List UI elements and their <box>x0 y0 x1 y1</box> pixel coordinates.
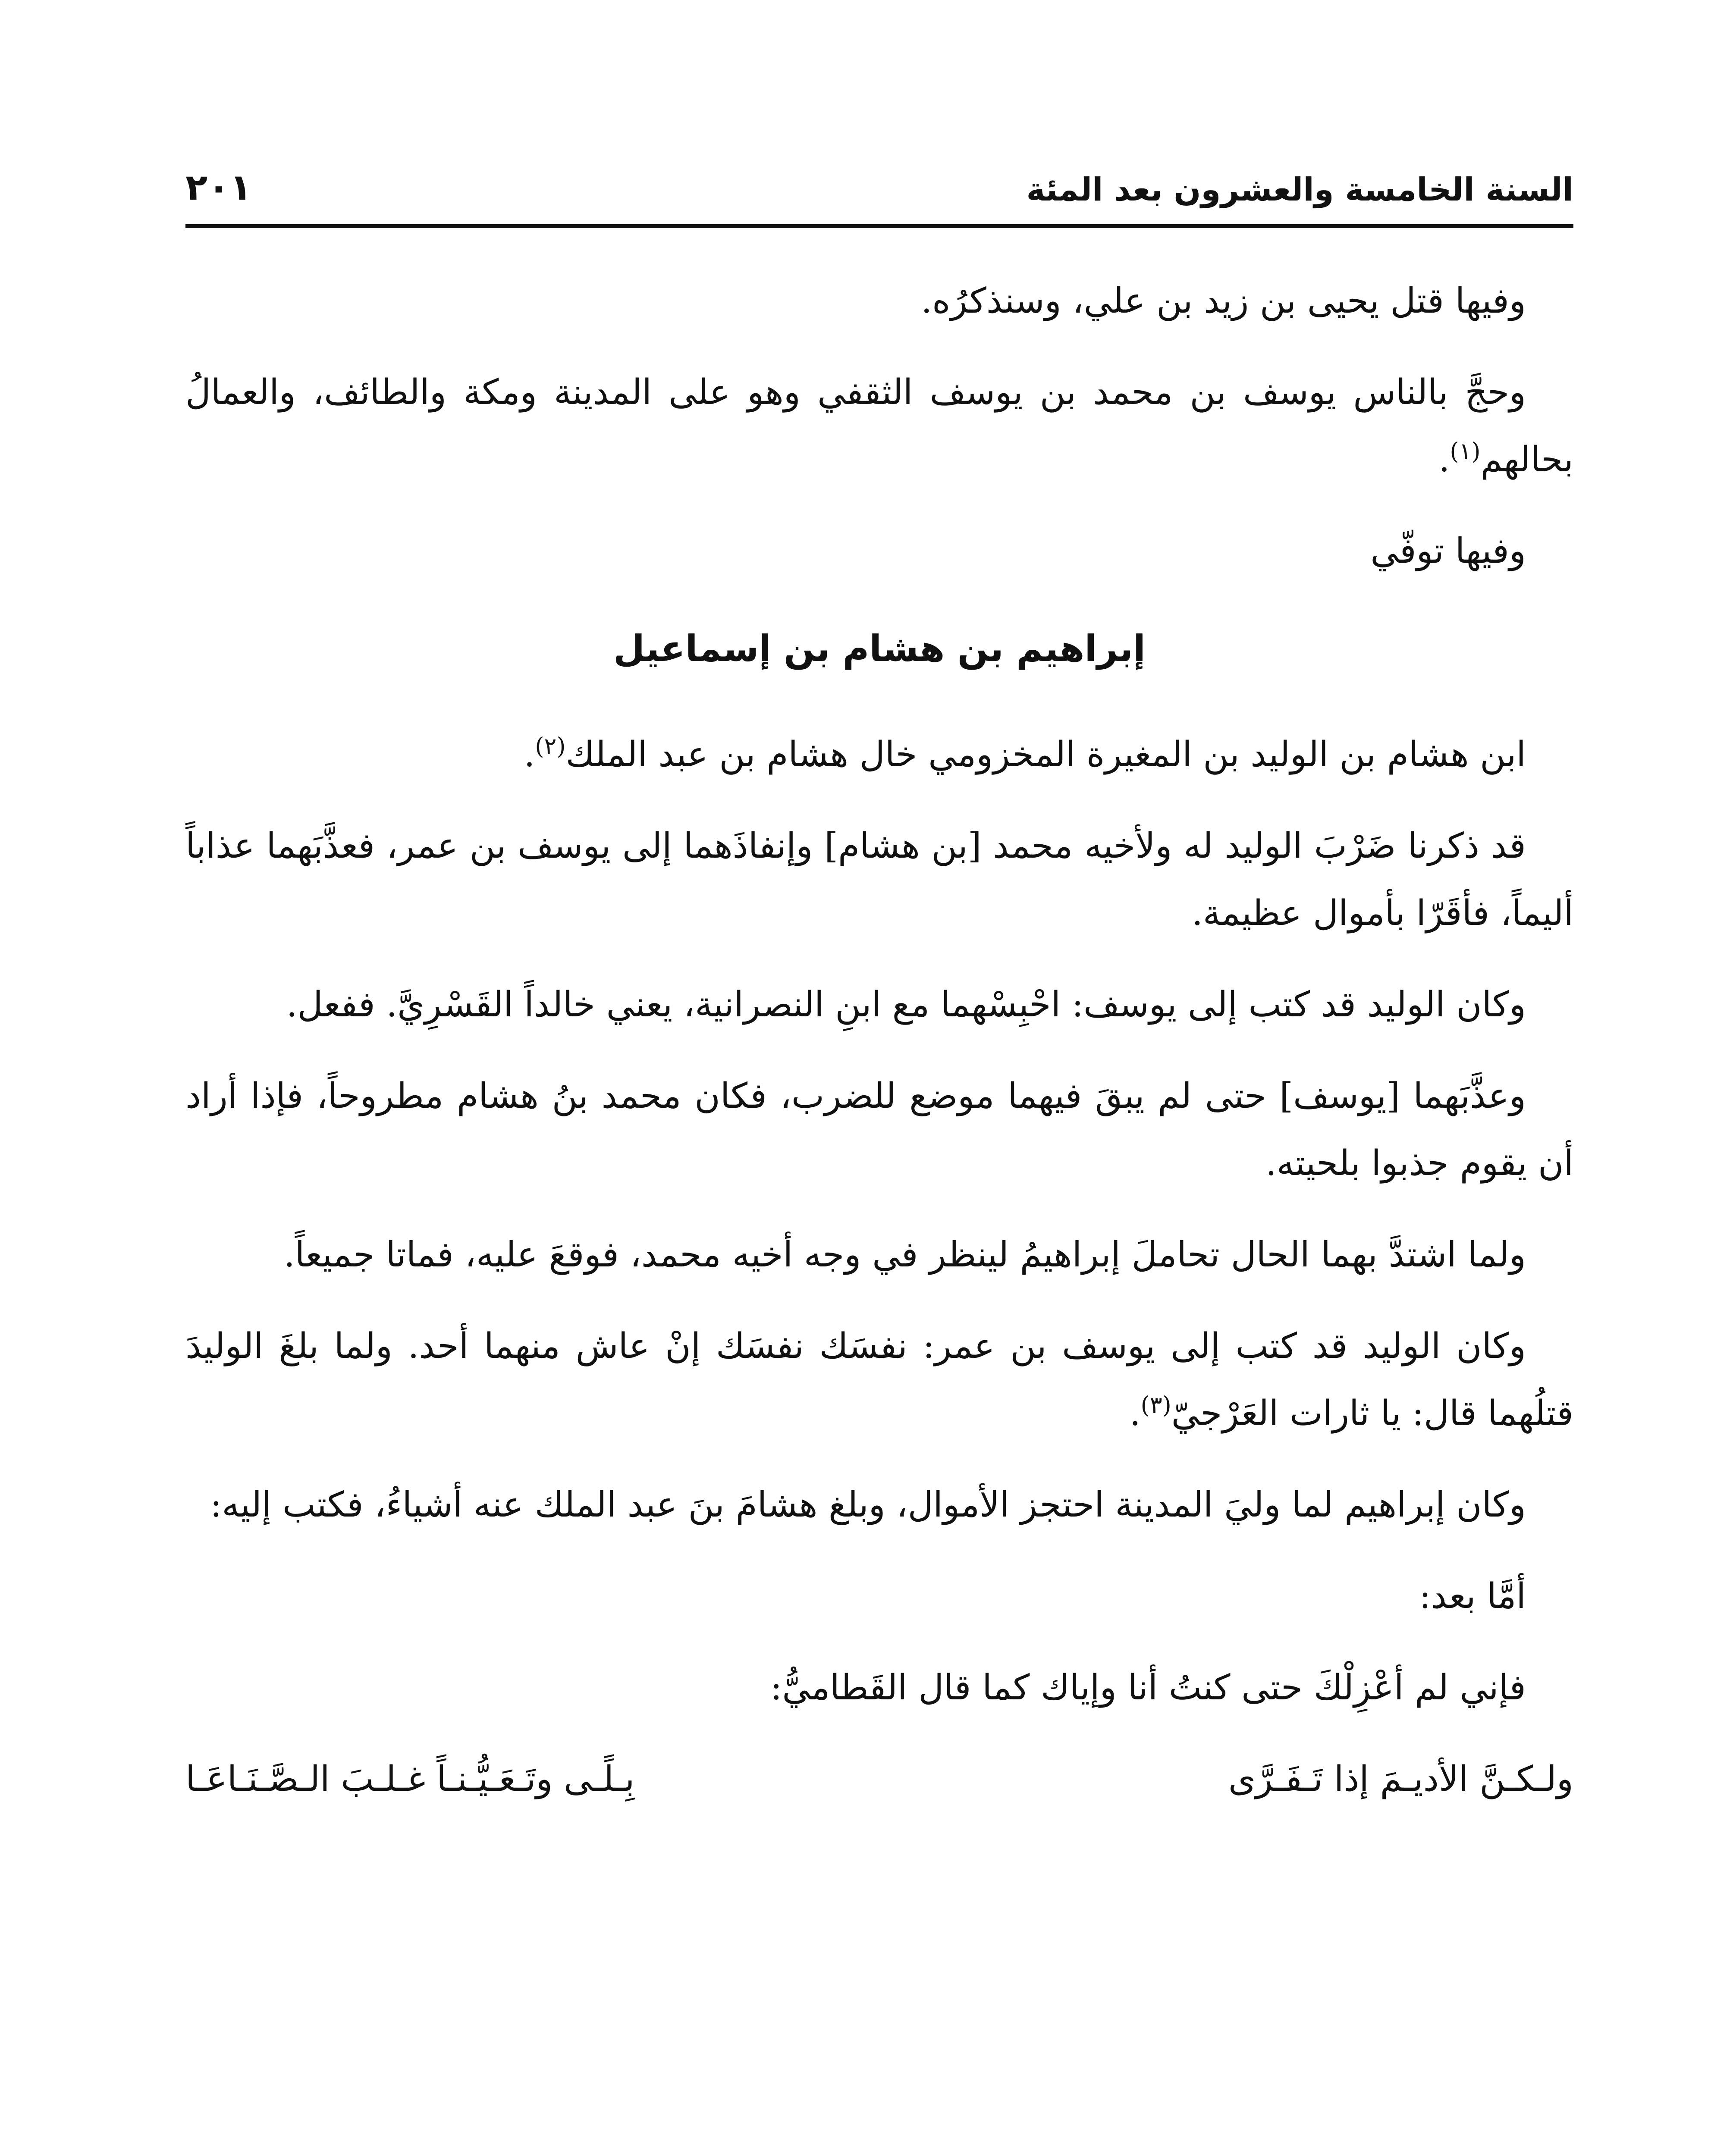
paragraph <box>185 971 1573 1038</box>
footnote-ref: (٣) <box>1140 1391 1171 1419</box>
paragraph <box>185 1313 1573 1447</box>
paragraph <box>185 1062 1573 1197</box>
paragraph-end: . <box>1438 439 1450 480</box>
paragraph <box>185 812 1573 947</box>
paragraph <box>185 721 1573 788</box>
footnote-ref: (١) <box>1450 438 1481 465</box>
poetry-verse <box>185 1745 1573 1813</box>
paragraph-text: وكان إبراهيم لما وليَ المدينة احتجز الأموال، وبلغ هشامَ بنَ عبد الملك عنه أشياءُ، فكتب إليه: <box>210 1485 1526 1525</box>
paragraph-end: . <box>1129 1393 1141 1434</box>
verse-second-hemistich: بِـلًـى وتَـعَـيُّـنـاً غـلـبَ الـصَّـنَـاعَـا <box>185 1759 635 1799</box>
paragraph <box>185 1654 1573 1721</box>
paragraph-text: وحجَّ بالناس يوسف بن محمد بن يوسف الثقفي وهو على المدينة ومكة والطائف، والعمالُ بحالهم <box>185 372 1573 480</box>
footnote-ref: (٢) <box>535 733 566 760</box>
paragraph <box>185 517 1573 585</box>
section-heading: إبراهيم بن هشام بن إسماعيل <box>613 627 1146 670</box>
paragraph-text: ابن هشام بن الوليد بن المغيرة المخزومي خال هشام بن عبد الملك <box>565 734 1526 775</box>
paragraph <box>185 267 1573 335</box>
paragraph-text: ولما اشتدَّ بهما الحال تحاملَ إبراهيمُ لينظر في وجه أخيه محمد، فوقعَ عليه، فماتا جميعاً. <box>283 1235 1526 1275</box>
paragraph-text: وكان الوليد قد كتب إلى يوسف: احْبِسْهما مع ابنِ النصرانية، يعني خالداً القَسْرِيَّ. ففعل. <box>286 984 1526 1025</box>
paragraph <box>185 1221 1573 1288</box>
paragraph-text: قد ذكرنا ضَرْبَ الوليد له ولأخيه محمد [بن هشام] وإنفاذَهما إلى يوسف بن عمر، فعذَّبَهما عذاباً أليماً، فأقَرّا بأموال عظيمة. <box>185 826 1573 934</box>
paragraph-end: . <box>524 734 535 775</box>
paragraph-text: وفيها قتل يحيى بن زيد بن علي، وسنذكرُه. <box>921 281 1526 321</box>
main-text <box>185 267 1573 1813</box>
paragraph <box>185 1471 1573 1539</box>
paragraph <box>185 359 1573 493</box>
paragraph-text: وكان الوليد قد كتب إلى يوسف بن عمر: نفسَك نفسَك إنْ عاش منهما أحد. ولما بلغَ الوليدَ قتلُهما قال: يا ثارات العَرْجيّ <box>185 1326 1573 1434</box>
paragraph-text: وفيها توفّي <box>1370 531 1526 571</box>
paragraph-text: أمَّا بعد: <box>1419 1576 1526 1617</box>
verse-first-hemistich: ولـكـنَّ الأديـمَ إذا تَـفَـرَّى <box>1228 1759 1573 1799</box>
paragraph-text: وعذَّبَهما [يوسف] حتى لم يبقَ فيهما موضع للضرب، فكان محمد بنُ هشام مطروحاً، فإذا أراد أن يقوم جذبوا بلحيته. <box>185 1076 1573 1184</box>
page-number: ٢٠١ <box>185 166 252 208</box>
running-header <box>185 160 1573 228</box>
paragraph <box>185 1563 1573 1630</box>
paragraph-text: فإني لم أعْزِلْكَ حتى كنتُ أنا وإياك كما قال القَطاميُّ: <box>770 1667 1526 1708</box>
running-title: السنة الخامسة والعشرون بعد المئة <box>1026 171 1573 208</box>
